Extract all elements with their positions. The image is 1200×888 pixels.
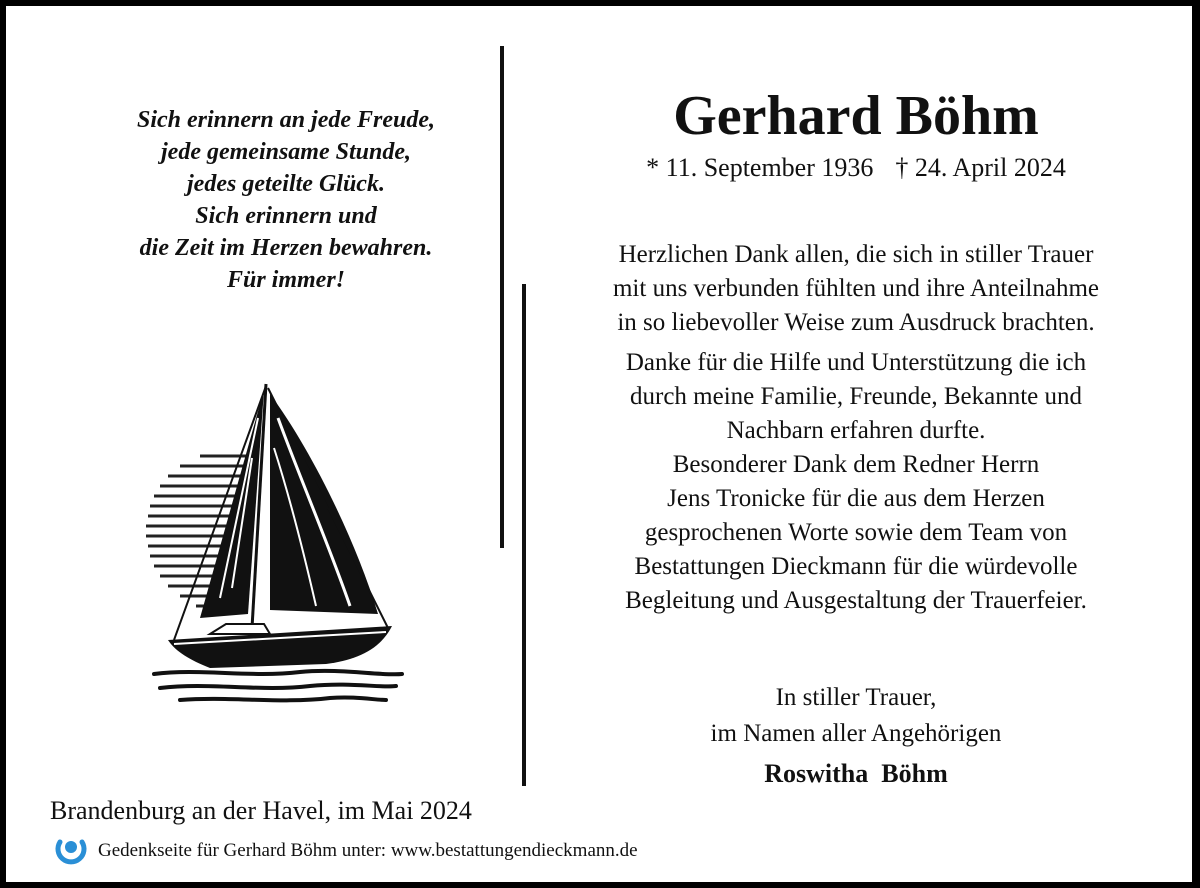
- thanks-line: Bestattungen Dieckmann für die würdevolle: [634, 553, 1078, 580]
- thanks-line: in so liebevoller Weise zum Ausdruck brachten.: [617, 309, 1095, 336]
- thanks-line: durch meine Familie, Freunde, Bekannte und: [630, 383, 1082, 410]
- poem-line: Für immer!: [226, 267, 346, 293]
- thanks-line: Begleitung und Ausgestaltung der Trauerfeier.: [625, 587, 1087, 614]
- signature-line: In stiller Trauer,: [775, 684, 937, 711]
- thanks-line: Nachbarn erfahren durfte.: [726, 417, 986, 444]
- thanks-line: Herzlichen Dank allen, die sich in stiller Trauer: [618, 241, 1094, 268]
- poem: [106, 104, 466, 296]
- thanks-line: Jens Tronicke für die aus dem Herzen: [667, 485, 1045, 512]
- birth-date: * 11. September 1936: [646, 153, 874, 182]
- thanks-line: Danke für die Hilfe und Unterstützung die ich: [625, 349, 1087, 376]
- funeral-home-logo-icon: [54, 834, 88, 868]
- sailboat-icon: [140, 378, 410, 708]
- memorial-page-link[interactable]: Gedenkseite für Gerhard Böhm unter: www.bestattungendieckmann.de: [98, 840, 638, 861]
- death-date: † 24. April 2024: [895, 153, 1066, 182]
- signature-block: [566, 680, 1146, 752]
- signer-name: Roswitha Böhm: [764, 759, 948, 788]
- poem-line: Sich erinnern an jede Freude,: [136, 107, 436, 133]
- poem-line: jedes geteilte Glück.: [187, 171, 385, 197]
- thanks-line: Besonderer Dank dem Redner Herrn: [672, 451, 1040, 478]
- poem-line: jede gemeinsame Stunde,: [161, 139, 411, 165]
- poem-line: Sich erinnern und: [195, 203, 377, 229]
- thanks-line: gesprochenen Worte sowie dem Team von: [644, 519, 1068, 546]
- divider-line: [500, 46, 504, 548]
- place-date: Brandenburg an der Havel, im Mai 2024: [50, 796, 472, 825]
- poem-line: die Zeit im Herzen bewahren.: [139, 235, 433, 261]
- life-dates: [546, 152, 1166, 184]
- memorial-page-footer: [54, 834, 638, 868]
- deceased-name: Gerhard Böhm: [673, 85, 1039, 147]
- obituary-card: [6, 6, 1192, 882]
- signature-line: im Namen aller Angehörigen: [710, 720, 1002, 747]
- thanks-line: mit uns verbunden fühlten und ihre Anteilnahme: [612, 275, 1099, 302]
- divider-line: [522, 284, 526, 786]
- thanks-text: [536, 238, 1176, 618]
